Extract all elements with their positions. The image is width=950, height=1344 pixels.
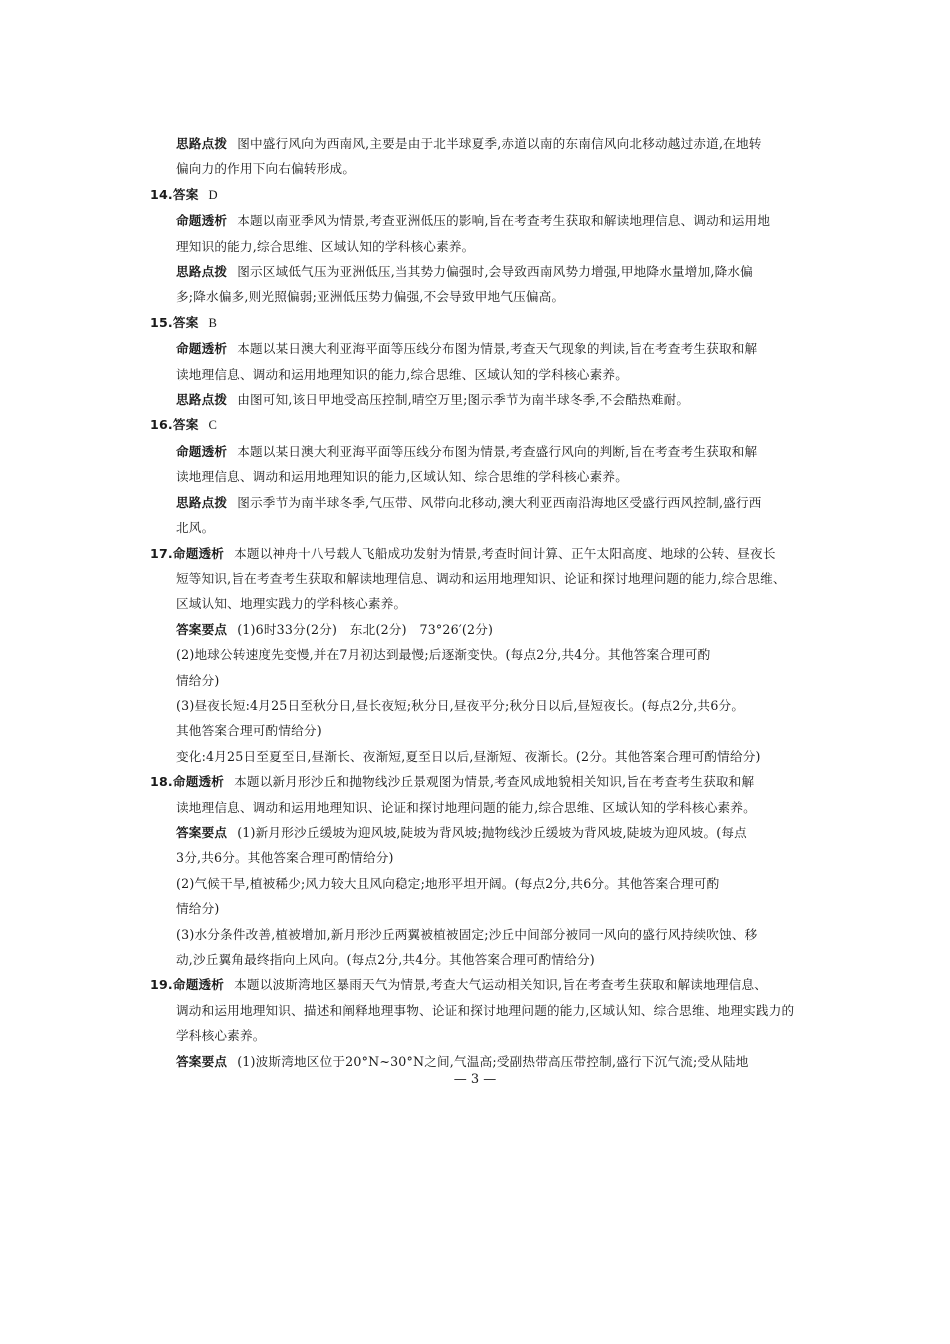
q18-points-line-2: 3分,共6分。其他答案合理可酌情给分): [176, 850, 394, 866]
q16-answer: 16.答案 C: [150, 417, 218, 433]
q19-points-line-1: 答案要点 (1)波斯湾地区位于20°N~30°N之间,气温高;受副热带高压带控制,盛行下沉气流;受从陆地: [176, 1053, 749, 1069]
q17-intent-line-1: 17.命题透析 本题以神舟十八号载人飞船成功发射为情景,考查时间计算、正午太阳高度、地球的公转、昼夜长: [150, 545, 776, 561]
analysis-label: 思路点拨: [176, 136, 228, 151]
q17-points-line-3: 情给分): [176, 672, 220, 688]
q19-intent-line-1: 19.命题透析 本题以波斯湾地区暴雨天气为情景,考查大气运动相关知识,旨在考查考生获取和解读地理信息、: [150, 977, 768, 993]
q16-intent-line-2: 读地理信息、调动和运用地理知识的能力,区域认知、综合思维的学科核心素养。: [176, 469, 628, 485]
q15-answer: 15.答案 B: [150, 314, 218, 330]
q18-points-line-4: 情给分): [176, 901, 220, 917]
q18-intent-line-1: 18.命题透析 本题以新月形沙丘和抛物线沙丘景观图为情景,考查风成地貌相关知识,旨在考查考生获取和解: [150, 774, 755, 790]
q14-intent-line-1: 命题透析 本题以南亚季风为情景,考查亚洲低压的影响,旨在考查考生获取和解读地理信息、调动和运用地: [176, 213, 771, 229]
q16-intent-line-1: 命题透析 本题以某日澳大利亚海平面等压线分布图为情景,考查盛行风向的判断,旨在考查考生获取和解: [176, 443, 758, 459]
q17-points-line-6: 变化:4月25日至夏至日,昼渐长、夜渐短,夏至日以后,昼渐短、夜渐长。(2分。其他答案合理可酌情给分): [176, 748, 761, 764]
prev-analysis-line-1: 思路点拨 图中盛行风向为西南风,主要是由于北半球夏季,赤道以南的东南信风向北移动越过赤道,在地转: [176, 136, 762, 151]
q18-points-line-6: 动,沙丘翼角最终指向上风向。(每点2分,共4分。其他答案合理可酌情给分): [176, 952, 595, 967]
q19-intent-line-2: 调动和运用地理知识、描述和阐释地理事物、论证和探讨地理问题的能力,区域认知、综合思维、地理实践力的: [176, 1002, 795, 1018]
q18-points-line-3: (2)气候干旱,植被稀少;风力较大且风向稳定;地形平坦开阔。(每点2分,共6分。其他答案合理可酌: [176, 875, 720, 891]
q17-intent-line-3: 区域认知、地理实践力的学科核心素养。: [176, 596, 407, 612]
q15-intent-line-1: 命题透析 本题以某日澳大利亚海平面等压线分布图为情景,考查天气现象的判读,旨在考查考生获取和解: [176, 341, 758, 357]
q17-points-line-1: 答案要点 (1)6时33分(2分) 东北(2分) 73°26′(2分): [176, 621, 494, 637]
q14-intent-line-2: 理知识的能力,综合思维、区域认知的学科核心素养。: [176, 238, 475, 254]
q15-analysis-line-1: 思路点拨 由图可知,该日甲地受高压控制,晴空万里;图示季节为南半球冬季,不会酷热难耐。: [176, 392, 690, 408]
q17-intent-line-2: 短等知识,旨在考查考生获取和解读地理信息、调动和运用地理知识、论证和探讨地理问题的能力,综合思维、: [176, 570, 786, 586]
q14-analysis-line-1: 思路点拨 图示区域低气压为亚洲低压,当其势力偏强时,会导致西南风势力增强,甲地降水量增加,降水偏: [176, 264, 753, 280]
q14-answer: 14.答案 D: [150, 186, 218, 202]
q16-analysis-line-2: 北风。: [176, 520, 215, 536]
q15-intent-line-2: 读地理信息、调动和运用地理知识的能力,综合思维、区域认知的学科核心素养。: [176, 366, 628, 382]
q19-intent-line-3: 学科核心素养。: [176, 1028, 266, 1044]
q18-points-line-1: 答案要点 (1)新月形沙丘缓坡为迎风坡,陡坡为背风坡;抛物线沙丘缓坡为背风坡,陡坡为迎风坡。(每点: [176, 824, 747, 840]
q18-points-line-5: (3)水分条件改善,植被增加,新月形沙丘两翼被植被固定;沙丘中间部分被同一风向的盛行风持续吹蚀、移: [176, 926, 758, 942]
page-number: — 3 —: [453, 1072, 497, 1087]
q14-analysis-line-2: 多;降水偏多,则光照偏弱;亚洲低压势力偏强,不会导致甲地气压偏高。: [176, 289, 565, 305]
q17-points-line-2: (2)地球公转速度先变慢,并在7月初达到最慢;后逐渐变快。(每点2分,共4分。其他答案合理可酌: [176, 647, 711, 663]
prev-analysis-line-2: 偏向力的作用下向右偏转形成。: [176, 161, 356, 177]
q17-points-line-4: (3)昼夜长短:4月25日至秋分日,昼长夜短;秋分日,昼夜平分;秋分日以后,昼短夜长。(每点2分,共6分。: [176, 697, 745, 713]
q17-points-line-5: 其他答案合理可酌情给分): [176, 723, 322, 739]
q18-intent-line-2: 读地理信息、调动和运用地理知识、论证和探讨地理问题的能力,综合思维、区域认知的学科核心素养。: [176, 799, 756, 815]
q16-analysis-line-1: 思路点拨 图示季节为南半球冬季,气压带、风带向北移动,澳大利亚西南沿海地区受盛行西风控制,盛行西: [176, 494, 762, 510]
answer-content: [150, 131, 800, 1074]
